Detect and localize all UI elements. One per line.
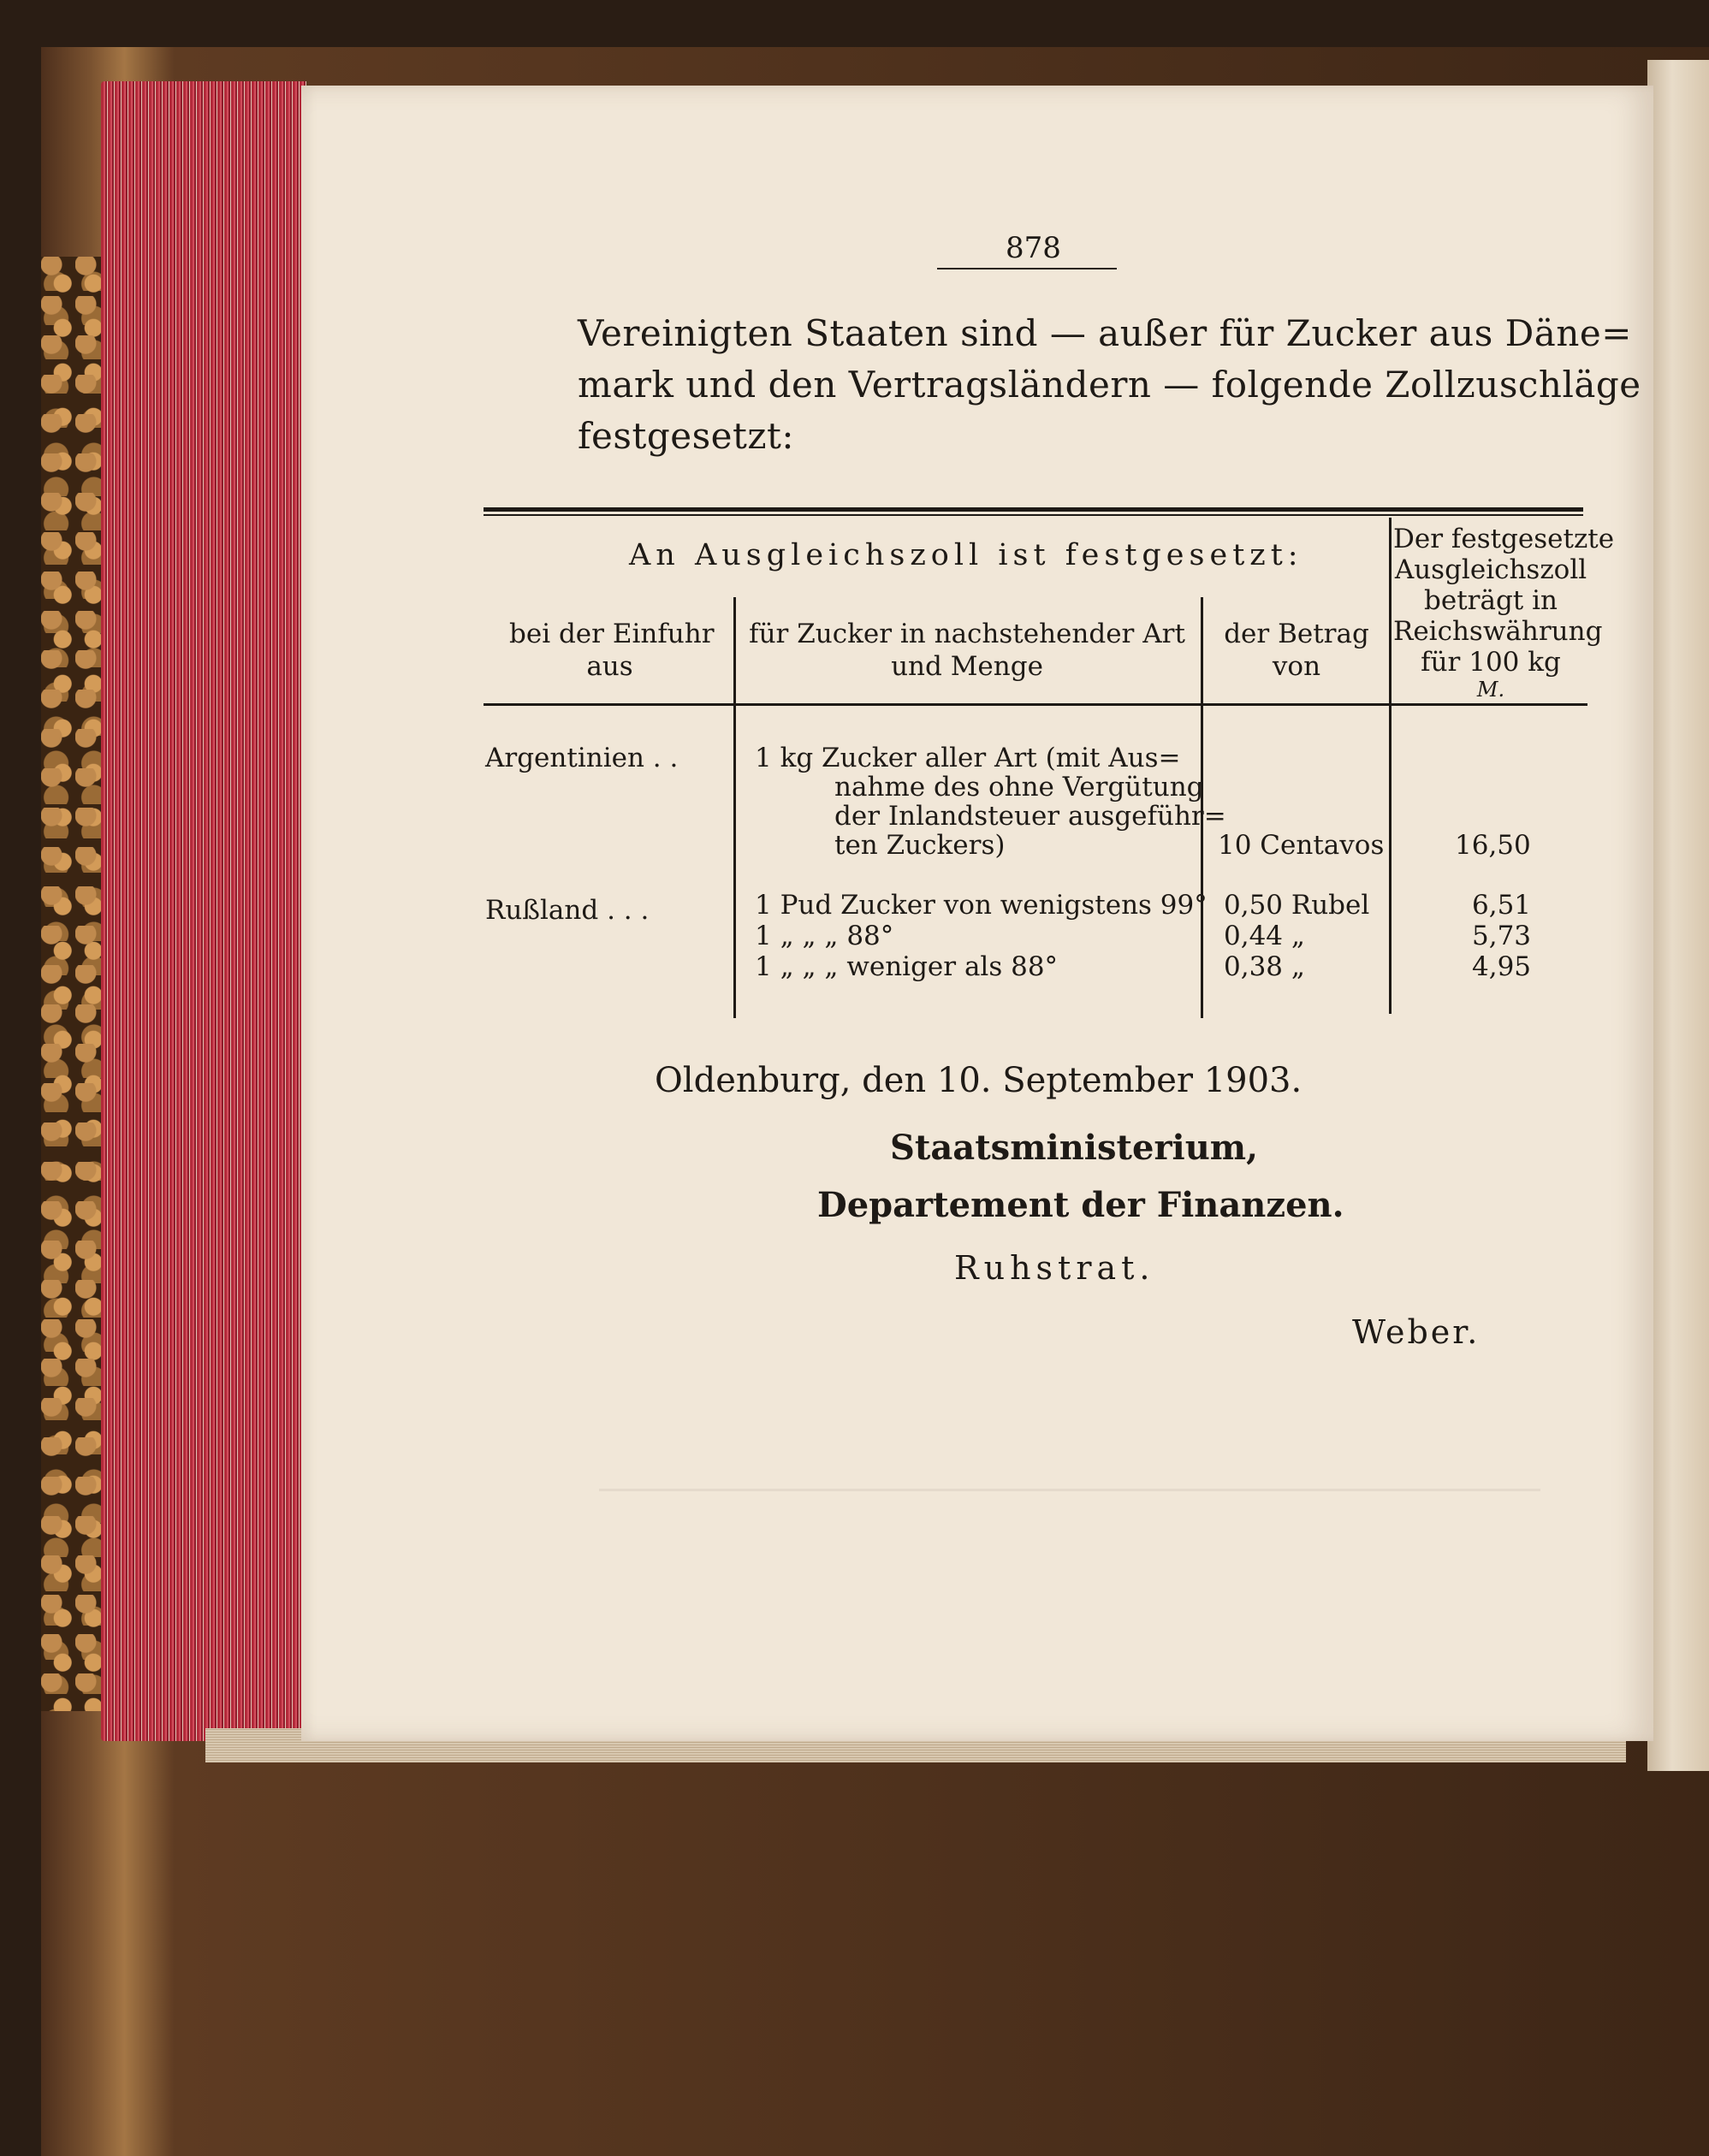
ministry-title: Staatsministerium, xyxy=(890,1128,1259,1168)
row-sugar-line: 1 „ „ „ 88° xyxy=(755,921,894,951)
row-amount: 10 Centavos xyxy=(1218,830,1385,861)
row-sugar-line: ten Zuckers) xyxy=(834,830,1006,861)
header-amount-line: der Betrag xyxy=(1224,619,1369,649)
table-top-rule xyxy=(484,507,1583,512)
row-amount: 0,50 Rubel xyxy=(1224,890,1370,921)
table-vrule-3 xyxy=(1389,518,1392,1014)
header-duty-unit: M. xyxy=(1476,678,1505,702)
row-sugar-line: nahme des ohne Vergütung xyxy=(834,772,1204,803)
header-country xyxy=(509,618,715,683)
show-through xyxy=(599,1489,1540,1491)
intro-line-3: festgesetzt: xyxy=(578,415,795,457)
header-duty xyxy=(1393,524,1615,702)
table-vrule-1 xyxy=(733,597,736,1018)
row-amount: 0,44 „ xyxy=(1224,921,1305,951)
header-duty-line: Ausgleichszoll xyxy=(1394,554,1587,585)
header-duty-line: für 100 kg xyxy=(1421,647,1561,678)
row-duty: 16,50 xyxy=(1455,830,1531,861)
header-sugar-line: für Zucker in nachstehender Art xyxy=(749,619,1185,649)
intro-line-2: mark und den Vertragsländern — folgende Zollzuschläge xyxy=(578,364,1641,406)
page-number: 878 xyxy=(1006,231,1061,265)
row-duty: 6,51 xyxy=(1472,890,1532,921)
row-country: Argentinien . . xyxy=(485,743,679,773)
row-duty: 4,95 xyxy=(1472,951,1532,982)
row-sugar-line: der Inlandsteuer ausgeführ= xyxy=(834,801,1226,832)
signature-ruhstrat: Ruhstrat. xyxy=(954,1249,1155,1287)
table-header-rule xyxy=(484,703,1587,706)
page-number-rule xyxy=(937,268,1117,270)
table-top-rule-thin xyxy=(484,514,1583,516)
marbled-spine xyxy=(41,257,101,1711)
row-country: Rußland . . . xyxy=(485,895,650,926)
row-sugar-line: 1 kg Zucker aller Art (mit Aus= xyxy=(755,743,1181,773)
signature-weber: Weber. xyxy=(1352,1313,1481,1351)
header-sugar xyxy=(749,618,1185,683)
header-amount-line: von xyxy=(1272,651,1321,682)
header-duty-line: Reichswährung xyxy=(1393,616,1603,647)
header-country-line: bei der Einfuhr xyxy=(509,619,715,649)
row-amount: 0,38 „ xyxy=(1224,951,1305,982)
header-amount xyxy=(1207,618,1386,683)
place-date: Oldenburg, den 10. September 1903. xyxy=(655,1061,1303,1100)
row-sugar-line: 1 „ „ „ weniger als 88° xyxy=(755,951,1059,982)
header-duty-line: beträgt in xyxy=(1424,585,1558,616)
facing-page-gutter xyxy=(1647,60,1709,1771)
department-title: Departement der Finanzen. xyxy=(817,1185,1344,1225)
header-country-line: aus xyxy=(586,651,633,682)
header-sugar-line: und Menge xyxy=(891,651,1043,682)
row-duty: 5,73 xyxy=(1472,921,1532,951)
intro-line-1: Vereinigten Staaten sind — außer für Zucker aus Däne= xyxy=(578,312,1632,354)
header-duty-line: Der festgesetzte xyxy=(1393,524,1615,554)
table-group-header: An Ausgleichszoll ist festgesetzt: xyxy=(629,538,1303,572)
row-sugar-line: 1 Pud Zucker von wenigstens 99° xyxy=(755,890,1208,921)
page-edges xyxy=(101,81,306,1741)
